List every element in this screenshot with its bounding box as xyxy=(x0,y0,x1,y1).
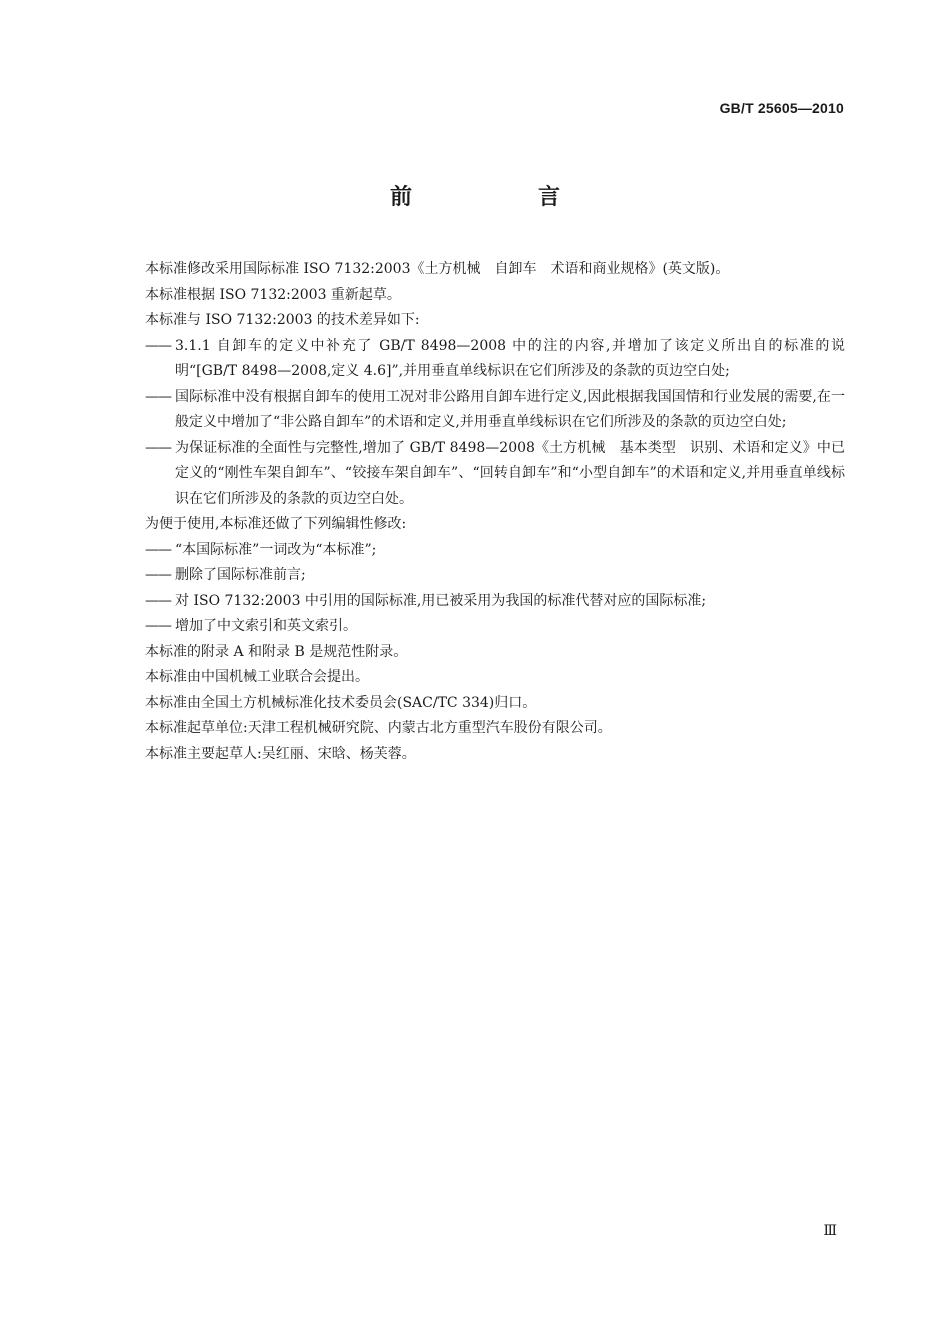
editorial-text: 增加了中文索引和英文索引。 xyxy=(175,618,357,634)
editorial-item xyxy=(145,589,845,615)
list-dash: —— xyxy=(145,567,171,583)
paragraph: 本标准与 ISO 7132:2003 的技术差异如下: xyxy=(145,312,420,328)
list-dash: —— xyxy=(145,541,171,558)
standard-code: GB/T 25605—2010 xyxy=(719,100,844,116)
difference-item xyxy=(145,436,845,513)
editorial-item xyxy=(145,538,845,564)
paragraph: 本标准由中国机械工业联合会提出。 xyxy=(145,669,369,685)
editorial-intro: 为便于使用,本标准还做了下列编辑性修改: xyxy=(145,516,407,532)
list-dash: —— xyxy=(145,592,171,609)
paragraph: 本标准起草单位:天津工程机械研究院、内蒙古北方重型汽车股份有限公司。 xyxy=(145,720,612,736)
editorial-text: “本国际标准”一词改为“本标准”; xyxy=(175,541,377,558)
difference-item xyxy=(145,385,845,436)
editorial-text: 删除了国际标准前言; xyxy=(175,567,306,583)
paragraph: 本标准根据 ISO 7132:2003 重新起草。 xyxy=(145,286,401,303)
list-dash: —— xyxy=(145,388,171,405)
editorial-item xyxy=(145,614,845,640)
paragraph: 本标准修改采用国际标准 ISO 7132:2003《土方机械 自卸车 术语和商业规格》(英文版)。 xyxy=(145,261,730,277)
paragraph: 本标准主要起草人:吴红丽、宋晗、杨芙蓉。 xyxy=(145,745,416,762)
difference-text: 国际标准中没有根据自卸车的使用工况对非公路用自卸车进行定义,因此根据我国国情和行业发展的需要,在一般定义中增加了“非公路自卸车”的术语和定义,并用垂直单线标识在它们所涉及的条款的页边空白处; xyxy=(175,388,845,430)
list-dash: —— xyxy=(145,337,171,354)
list-dash: —— xyxy=(145,439,171,456)
page-title: 前 言 xyxy=(389,185,612,210)
difference-text: 3.1.1 自卸车的定义中补充了 GB/T 8498—2008 中的注的内容,并增加了该定义所出自的标准的说明“[GB/T 8498—2008,定义 4.6]”,并用垂直单线标识在它们所涉及的条款的页边空白处; xyxy=(175,337,845,379)
editorial-text: 对 ISO 7132:2003 中引用的国际标准,用已被采用为我国的标准代替对应的国际标准; xyxy=(175,592,707,609)
paragraph: 本标准的附录 A 和附录 B 是规范性附录。 xyxy=(145,643,408,660)
difference-text: 为保证标准的全面性与完整性,增加了 GB/T 8498—2008《土方机械 基本类型 识别、术语和定义》中已定义的“刚性车架自卸车”、“铰接车架自卸车”、“回转自卸车”和“小型自卸车”的术语和定义,并用垂直单线标识在它们所涉及的条款的页边空白处。 xyxy=(175,439,845,507)
paragraph: 本标准由全国土方机械标准化技术委员会(SAC/TC 334)归口。 xyxy=(145,694,537,711)
list-dash: —— xyxy=(145,618,171,634)
editorial-item xyxy=(145,563,845,589)
foreword-body xyxy=(145,257,845,767)
difference-item xyxy=(145,334,845,385)
page-number: Ⅲ xyxy=(823,1224,837,1239)
